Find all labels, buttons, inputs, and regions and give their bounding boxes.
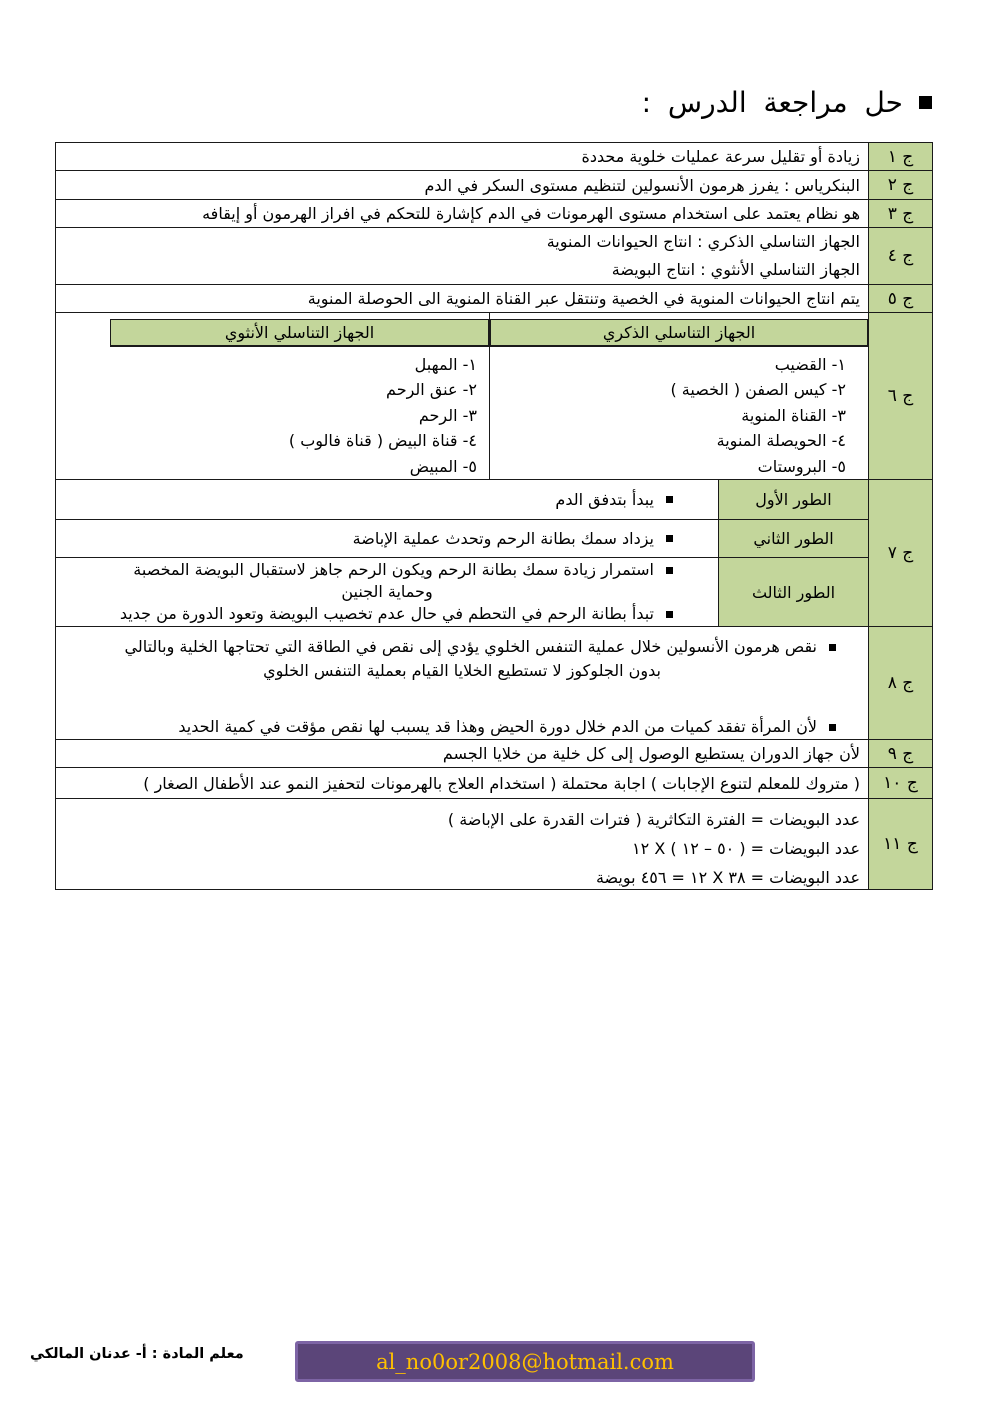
phase-row <box>56 480 868 520</box>
answer-number: ج ١١ <box>868 799 932 889</box>
bullet-square-icon <box>666 567 673 574</box>
answer-text: هو نظام يعتمد على استخدام مستوى الهرمونات في الدم كإشارة للتحكم في افراز الهرمون أو إيقافه <box>202 204 860 223</box>
list-item: ٥- البروستات <box>757 456 846 476</box>
answer-number: ج ٥ <box>868 285 932 312</box>
answers-table <box>55 142 933 890</box>
table-row <box>56 285 932 313</box>
table-row <box>56 228 932 285</box>
answer-number: ج ٦ <box>868 313 932 479</box>
reproductive-systems-subtable <box>56 313 868 479</box>
bullet-square-icon <box>666 611 673 618</box>
answer-text: البنكرياس : يفرز هرمون الأنسولين لتنظيم مستوى السكر في الدم <box>424 175 860 195</box>
answer-text: الجهاز التناسلي الأنثوي : انتاج البويضة <box>611 260 860 279</box>
answer-number: ج ١٠ <box>868 768 932 798</box>
cycle-phases-subtable <box>56 480 868 626</box>
answer-number: ج ١ <box>868 143 932 170</box>
phase-label: الطور الثاني <box>718 520 868 557</box>
male-system-header: الجهاز التناسلي الذكري <box>490 319 868 347</box>
list-item: ٥- المبيض <box>409 456 477 476</box>
email-address: al_no0or2008@hotmail.com <box>376 1349 674 1374</box>
list-item: ٤- قناة البيض ( قناة فالوب ) <box>288 431 477 450</box>
answer-text: عدد البويضات = ٣٨ X ١٢ = ٤٥٦ بويضة <box>595 868 860 887</box>
female-system-column <box>56 313 489 479</box>
list-item: ٤- الحويصلة المنوية <box>716 431 846 450</box>
answer-number: ج ٨ <box>868 627 932 739</box>
answer-number: ج ٣ <box>868 200 932 227</box>
email-banner <box>295 1341 755 1382</box>
list-item: ٣- الرحم <box>418 405 477 425</box>
phase-label: الطور الثالث <box>718 558 868 626</box>
list-item: ٢- عنق الرحم <box>386 380 477 399</box>
answer-text: الجهاز التناسلي الذكري : انتاج الحيوانات المنوية <box>546 232 860 251</box>
phase-label: الطور الأول <box>718 480 868 519</box>
table-row <box>56 627 932 740</box>
list-item: ٢- كيس الصفن ( الخصية ) <box>670 380 846 399</box>
answer-text: لأن المرأة تفقد كميات من الدم خلال دورة الحيض وهذا قد يسبب لها نقص مؤقت في كمية الحديد <box>178 717 817 736</box>
bullet-square-icon <box>829 724 836 731</box>
teacher-credit: معلم المادة : أ- عدنان المالكي <box>30 1346 244 1362</box>
answer-text: نقص هرمون الأنسولين خلال عملية التنفس الخلوي يؤدي إلى نقص في الطاقة التي تحتاجها الخلية وبالتالي <box>124 637 817 656</box>
phase-text: يبدأ بتدفق الدم <box>555 489 654 509</box>
answer-text: لأن جهاز الدوران يستطيع الوصول إلى كل خلية من خلايا الجسم <box>442 744 860 763</box>
list-item: ١- القضيب <box>774 354 846 374</box>
page-title-text: حل مراجعة الدرس : <box>641 86 903 119</box>
phase-text: وحماية الجنين <box>341 582 433 601</box>
bullet-square-icon <box>829 644 836 651</box>
answer-text: زيادة أو تقليل سرعة عمليات خلوية محددة <box>581 147 860 166</box>
answer-number: ج ٤ <box>868 228 932 284</box>
answer-number: ج ٧ <box>868 480 932 626</box>
phase-text: استمرار زيادة سمك بطانة الرحم ويكون الرحم جاهز لاستقبال البويضة المخصبة <box>133 560 654 579</box>
table-row <box>56 480 932 627</box>
bullet-square-icon <box>666 496 673 503</box>
phase-text: يزداد سمك بطانة الرحم وتحدث عملية الإباضة <box>352 528 654 548</box>
answer-text: ( متروك للمعلم لتنوع الإجابات ) اجابة محتملة ( استخدام العلاج بالهرمونات لتحفيز النمو عند الأطفال الصغار ) <box>143 773 860 793</box>
table-row <box>56 740 932 768</box>
table-row <box>56 313 932 480</box>
male-system-column <box>489 313 868 479</box>
table-row <box>56 768 932 799</box>
answer-number: ج ٩ <box>868 740 932 767</box>
table-row <box>56 171 932 200</box>
table-row <box>56 143 932 171</box>
phase-row <box>56 558 868 626</box>
table-row <box>56 200 932 228</box>
phase-row <box>56 520 868 558</box>
answer-text: عدد البويضات = ( ٥٠ – ١٢ ) X ١٢ <box>632 839 860 858</box>
answer-text: عدد البويضات = الفترة التكاثرية ( فترات القدرة على الإباضة ) <box>447 810 860 829</box>
bullet-square-icon <box>666 535 673 542</box>
list-item: ١- المهبل <box>414 354 477 374</box>
answer-text: بدون الجلوكوز لا تستطيع الخلايا القيام بعملية التنفس الخلوي <box>263 661 661 680</box>
table-row <box>56 799 932 889</box>
list-item: ٣- القناة المنوية <box>741 405 846 425</box>
answer-number: ج ٢ <box>868 171 932 199</box>
bullet-square-icon <box>919 96 932 109</box>
page-title <box>642 86 932 119</box>
phase-text: تبدأ بطانة الرحم في التحطم في حال عدم تخصيب البويضة وتعود الدورة من جديد <box>119 604 654 623</box>
female-system-header: الجهاز التناسلي الأنثوي <box>110 319 489 347</box>
answer-text: يتم انتاج الحيوانات المنوية في الخصية وتنتقل عبر القناة المنوية الى الحوصلة المنوية <box>307 289 860 308</box>
